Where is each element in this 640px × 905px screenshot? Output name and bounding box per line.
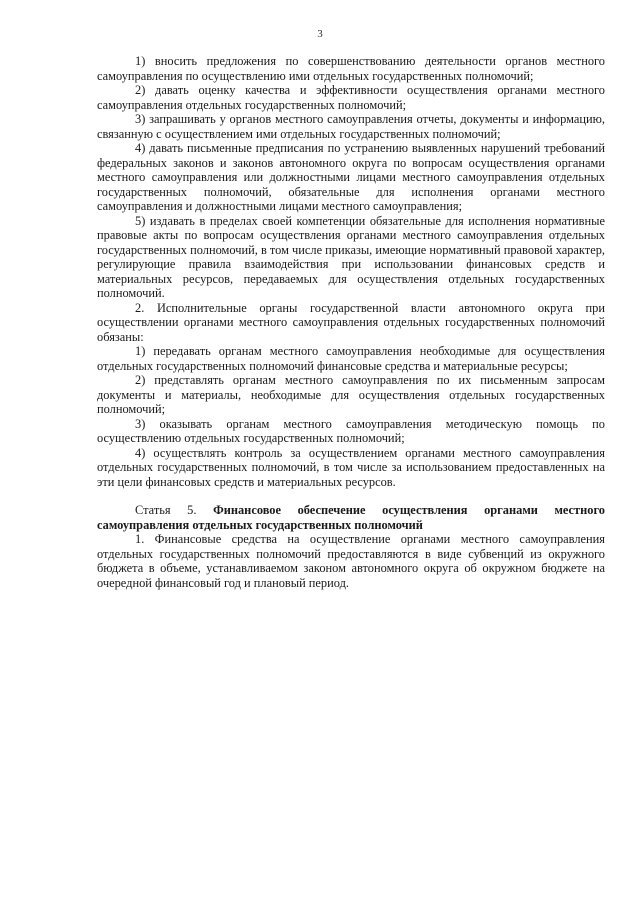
- paragraph: 4) давать письменные предписания по устранению выявленных нарушений требований федеральных законов и законов автономного округа по вопросам осуществления органами местного самоуправления или должностными лицами местного самоуправления отдельных государственных полномочий, обязательные для исполнения органами местного самоуправления и должностными лицами местного самоуправления;: [97, 141, 605, 213]
- paragraph: 1) передавать органам местного самоуправления необходимые для осуществления отдельных государственных полномочий финансовые средства и материальные ресурсы;: [97, 344, 605, 373]
- article-prefix: Статья 5.: [135, 503, 214, 517]
- paragraph: 2) представлять органам местного самоуправления по их письменным запросам документы и материалы, необходимые для осуществления отдельных государственных полномочий;: [97, 373, 605, 416]
- article-paragraph: 1. Финансовые средства на осуществление органами местного самоуправления отдельных государственных полномочий предоставляются в виде субвенций из окружного бюджета в объеме, устанавливаемом законом автономного округа об окружном бюджете на очередной финансовый год и плановый период.: [97, 532, 605, 590]
- paragraph: 2. Исполнительные органы государственной власти автономного округа при осуществлении органами местного самоуправления отдельных государственных полномочий обязаны:: [97, 300, 605, 344]
- paragraph: 3) запрашивать у органов местного самоуправления отчеты, документы и информацию, связанную с осуществлением ими отдельных государственных полномочий;: [97, 112, 605, 141]
- paragraph: 4) осуществлять контроль за осуществлением органами местного самоуправления отдельных государственных полномочий, в том числе за использованием предоставленных на эти цели финансовых средств и материальных ресурсов.: [97, 445, 605, 489]
- paragraph: 2) давать оценку качества и эффективности осуществления органами местного самоуправления отдельных государственных полномочий;: [97, 83, 605, 112]
- paragraph: 3) оказывать органам местного самоуправления методическую помощь по осуществлению отдельных государственных полномочий;: [97, 416, 605, 445]
- paragraph: 1) вносить предложения по совершенствованию деятельности органов местного самоуправления по осуществлению ими отдельных государственных полномочий;: [97, 54, 605, 83]
- document-body: [97, 54, 605, 590]
- article-title: Финансовое обеспечение осуществления органами местного самоуправления отдельных государственных полномочий: [97, 503, 605, 532]
- page-number: 3: [317, 28, 323, 40]
- article-heading: [97, 503, 605, 532]
- paragraph: 5) издавать в пределах своей компетенции обязательные для исполнения нормативные правовые акты по вопросам осуществления органами местного самоуправления отдельных государственных полномочий, в том числе приказы, имеющие нормативный правовой характер, регулирующие правила взаимодействия при использовании финансовых средств и материальных ресурсов, передаваемых для осуществления отдельных государственных полномочий.: [97, 213, 605, 300]
